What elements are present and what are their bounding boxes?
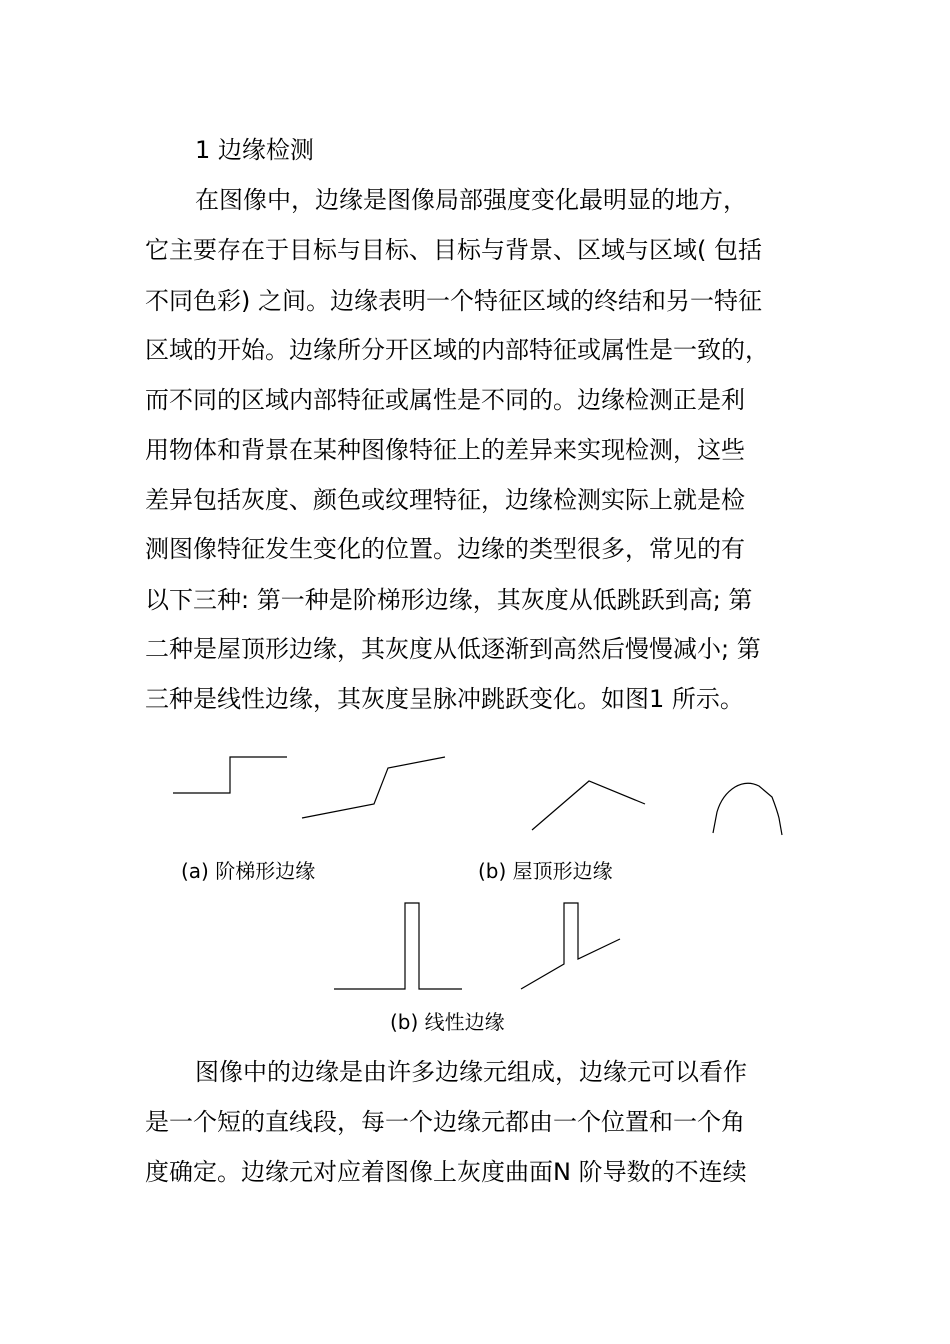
- line-edge-pulse-ramp: [521, 903, 620, 989]
- line-edge-pulse: [334, 903, 462, 989]
- paragraph-line: 而不同的区域内部特征或属性是不同的。边缘检测正是利: [145, 386, 745, 414]
- figure-caption-b: (b) 屋顶形边缘: [478, 859, 613, 883]
- paragraph-line: 三种是线性边缘，其灰度呈脉冲跳跃变化。如图1 所示。: [145, 685, 744, 713]
- paragraph-line: 在图像中，边缘是图像局部强度变化最明显的地方，: [195, 186, 747, 214]
- paragraph-line: 二种是屋顶形边缘，其灰度从低逐渐到高然后慢慢减小; 第: [145, 635, 761, 663]
- step-edge-ramp: [302, 757, 445, 818]
- figure-caption-c: (b) 线性边缘: [390, 1010, 505, 1034]
- step-edge-sharp: [173, 757, 287, 793]
- paragraph-line: 用物体和背景在某种图像特征上的差异来实现检测，这些: [145, 436, 745, 464]
- paragraph-line: 图像中的边缘是由许多边缘元组成，边缘元可以看作: [195, 1058, 747, 1086]
- figure-caption-a: (a) 阶梯形边缘: [181, 859, 316, 883]
- paragraph-line: 是一个短的直线段，每一个边缘元都由一个位置和一个角: [145, 1108, 745, 1136]
- paragraph-line: 以下三种: 第一种是阶梯形边缘，其灰度从低跳跃到高; 第: [145, 586, 753, 614]
- paragraph-line: 它主要存在于目标与目标、目标与背景、区域与区域( 包括: [145, 236, 762, 264]
- paragraph-line: 测图像特征发生变化的位置。边缘的类型很多，常见的有: [145, 535, 745, 563]
- paragraph-line: 不同色彩) 之间。边缘表明一个特征区域的终结和另一特征: [145, 287, 762, 315]
- paragraph-line: 差异包括灰度、颜色或纹理特征，边缘检测实际上就是检: [145, 486, 745, 514]
- section-heading: 1 边缘检测: [195, 136, 314, 164]
- paragraph-line: 度确定。边缘元对应着图像上灰度曲面N 阶导数的不连续: [145, 1158, 747, 1186]
- roof-edge-smooth: [713, 783, 782, 835]
- paragraph-line: 区域的开始。边缘所分开区域的内部特征或属性是一致的，: [145, 336, 769, 364]
- roof-edge-sharp: [532, 781, 645, 830]
